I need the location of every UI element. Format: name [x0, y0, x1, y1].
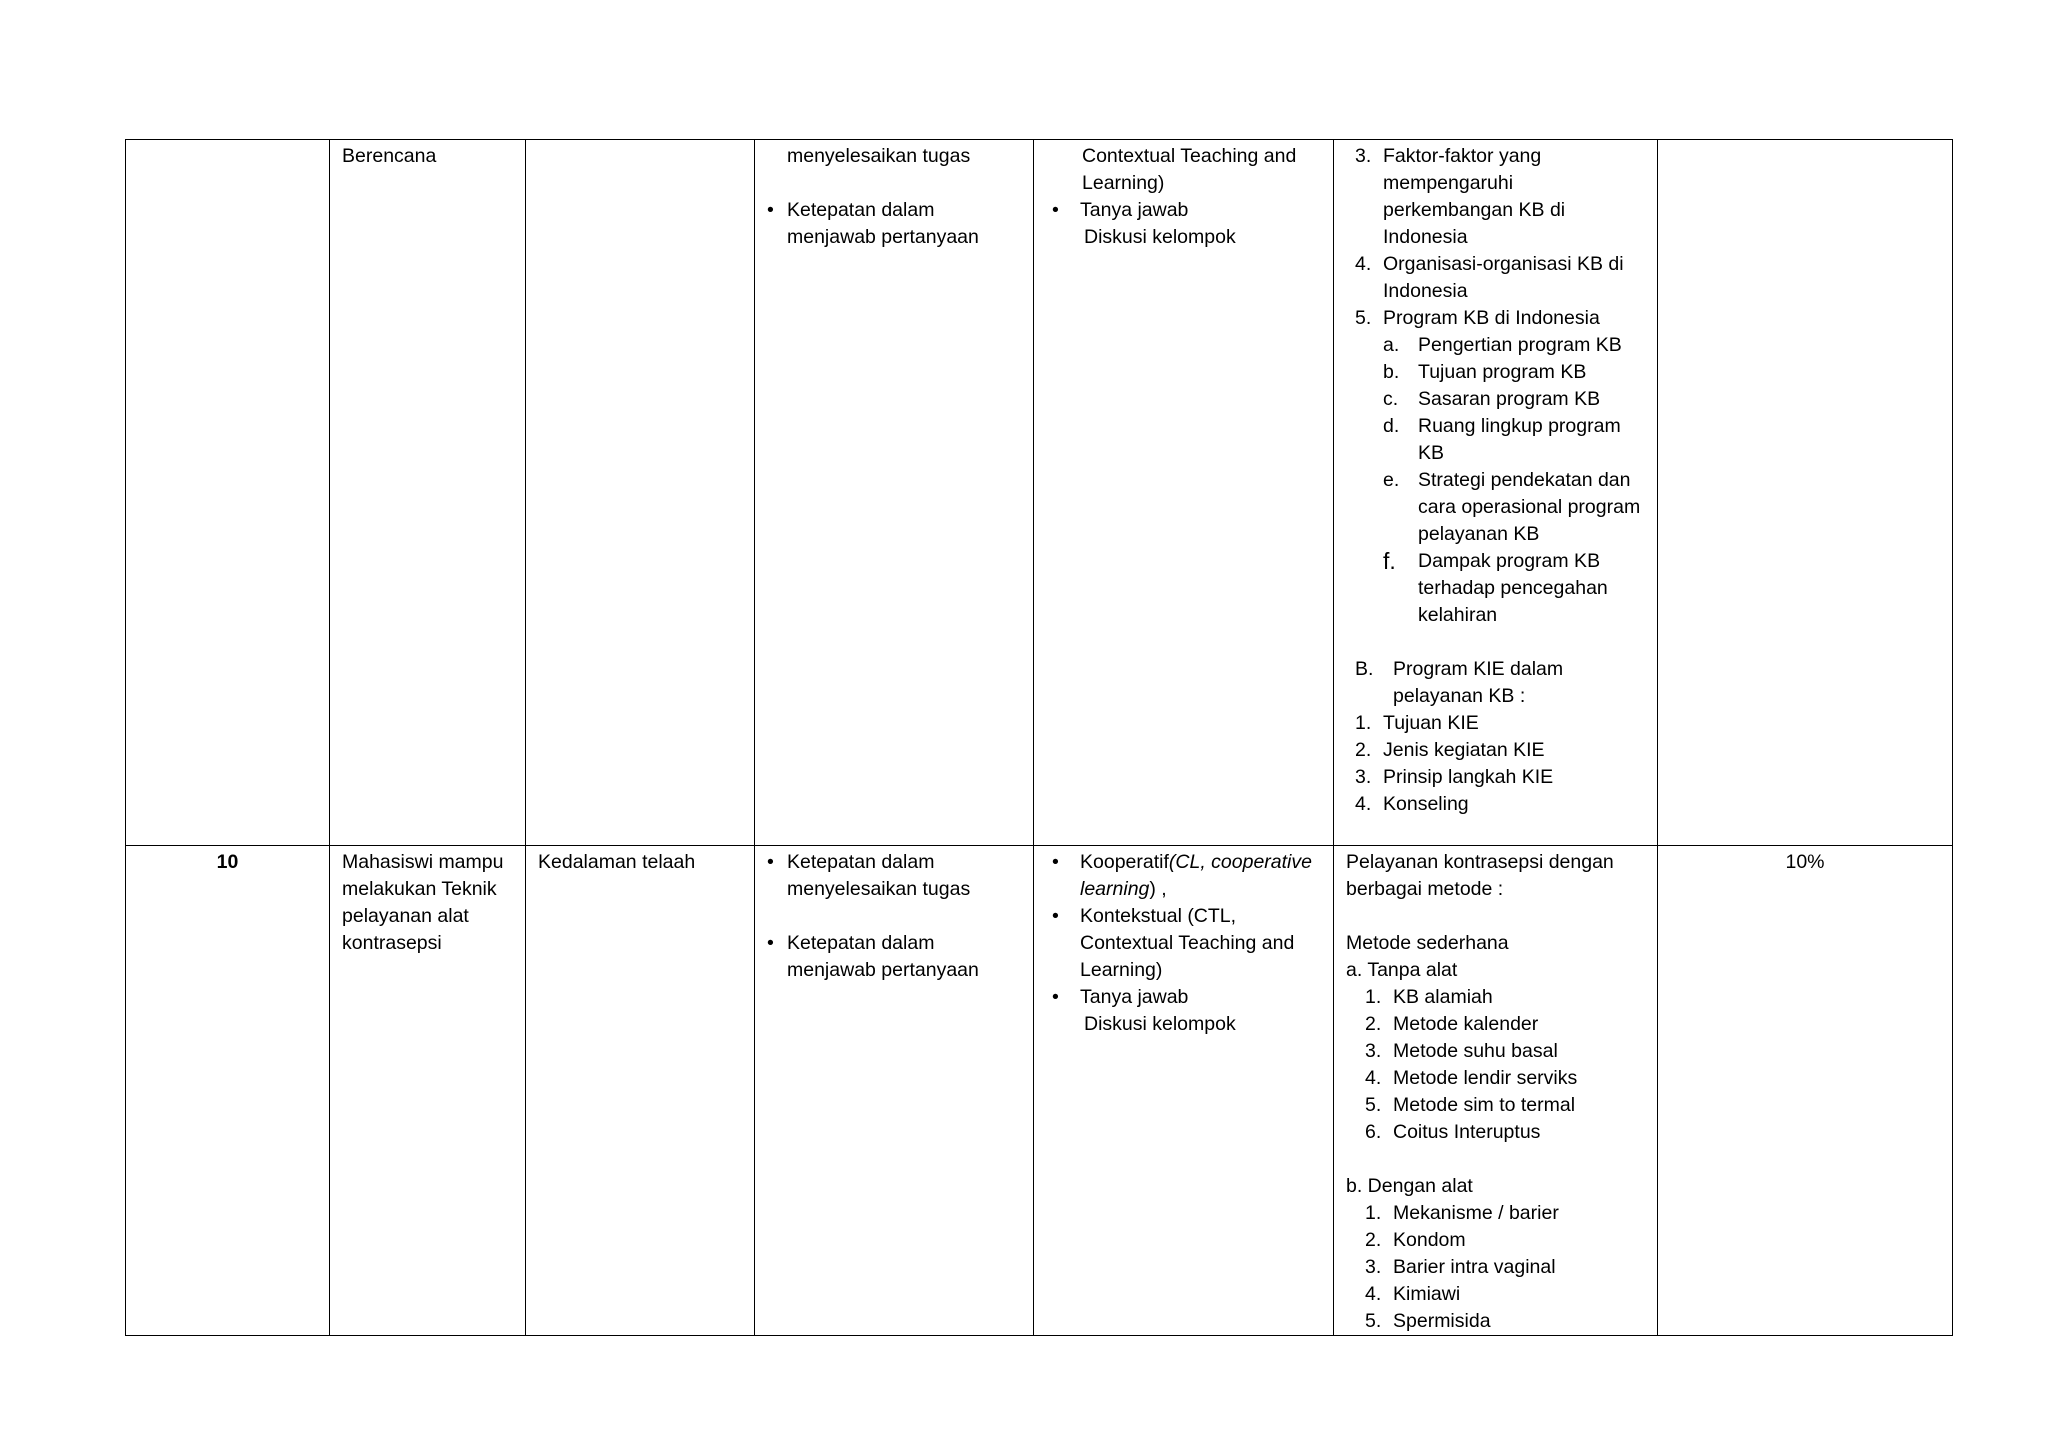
cell-kemampuan: Mahasiswi mampu melakukan Teknik pelayanan alat kontrasepsi — [330, 846, 526, 1336]
metode-continuation: Contextual Teaching and Learning) — [1082, 145, 1297, 194]
cell-kriteria — [755, 140, 1034, 846]
kriteria-list — [765, 197, 1021, 251]
cell-metode — [1034, 140, 1334, 846]
kriteria-list — [765, 849, 1021, 903]
list-item: 2. Metode kalender — [1365, 1013, 1539, 1035]
cell-no: 10 — [126, 846, 330, 1336]
materi-b-list — [1346, 1200, 1645, 1335]
list-item: b. Tujuan program KB — [1383, 361, 1587, 383]
list-item: 4. Konseling — [1355, 793, 1469, 815]
cell-kemampuan: Berencana — [330, 140, 526, 846]
list-item: • Tanya jawab — [1046, 984, 1321, 1011]
list-item: 1. Mekanisme / barier — [1365, 1202, 1559, 1224]
list-item: 3. Metode suhu basal — [1365, 1040, 1558, 1062]
list-item: 6. Coitus Interuptus — [1365, 1121, 1541, 1143]
table-row — [126, 846, 1953, 1336]
section-b-heading: B. Program KIE dalam pelayanan KB : — [1355, 658, 1564, 707]
cell-kriteria — [755, 846, 1034, 1336]
list-item: • Kontekstual (CTL, Contextual Teaching and Learning) — [1046, 903, 1321, 984]
kie-list — [1348, 710, 1645, 818]
kriteria-list — [765, 930, 1021, 984]
cell-metode — [1034, 846, 1334, 1336]
metode-tail: Diskusi kelompok — [1084, 1013, 1236, 1035]
materi-b-title: b. Dengan alat — [1346, 1175, 1473, 1197]
list-item: 5. Spermisida — [1365, 1310, 1491, 1332]
materi-a-list — [1346, 984, 1645, 1146]
list-item: • Ketepatan dalam menjawab pertanyaan — [765, 930, 1021, 984]
list-item: • Ketepatan dalam menjawab pertanyaan — [765, 197, 1021, 251]
list-item: 3. Barier intra vaginal — [1365, 1256, 1556, 1278]
list-item: 4. Organisasi-organisasi KB di Indonesia — [1355, 253, 1624, 302]
list-item: f. Dampak program KB terhadap pencegahan kelahiran — [1383, 548, 1608, 626]
materi-sederhana: Metode sederhana — [1346, 932, 1509, 954]
list-item: 3. Prinsip langkah KIE — [1355, 766, 1554, 788]
metode-list — [1046, 849, 1321, 1011]
list-item: 4. Kimiawi — [1365, 1283, 1461, 1305]
list-item: 4. Metode lendir serviks — [1365, 1067, 1578, 1089]
list-item: c. Sasaran program KB — [1383, 388, 1601, 410]
cell-materi — [1334, 140, 1658, 846]
cell-materi — [1334, 846, 1658, 1336]
list-item: 2. Jenis kegiatan KIE — [1355, 739, 1545, 761]
list-item: 5. Program KB di Indonesia — [1355, 307, 1600, 329]
list-item: 1. Tujuan KIE — [1355, 712, 1479, 734]
rps-table — [125, 139, 1953, 1336]
materi-a-title: a. Tanpa alat — [1346, 959, 1458, 981]
cell-indikator: Kedalaman telaah — [526, 846, 755, 1336]
list-item: 1. KB alamiah — [1365, 986, 1493, 1008]
cell-bobot — [1658, 140, 1953, 846]
list-item: 3. Faktor-faktor yang mempengaruhi perkembangan KB di Indonesia — [1355, 145, 1566, 248]
list-item: a. Pengertian program KB — [1383, 334, 1622, 356]
materi-sublist — [1348, 332, 1645, 629]
cell-no — [126, 140, 330, 846]
list-item: 5. Metode sim to termal — [1365, 1094, 1576, 1116]
list-item: • Ketepatan dalam menyelesaikan tugas — [765, 849, 1021, 903]
cell-bobot: 10% — [1658, 846, 1953, 1336]
materi-intro: Pelayanan kontrasepsi dengan berbagai metode : — [1346, 851, 1614, 900]
list-item: 2. Kondom — [1365, 1229, 1466, 1251]
table-row — [126, 140, 1953, 846]
list-item: e. Strategi pendekatan dan cara operasional program pelayanan KB — [1383, 469, 1641, 545]
metode-tail: Diskusi kelompok — [1084, 226, 1236, 248]
list-item: • Kooperatif(CL, cooperative learning) , — [1046, 849, 1321, 903]
list-item: • Tanya jawab — [1046, 197, 1321, 224]
cell-indikator — [526, 140, 755, 846]
metode-list — [1046, 197, 1321, 224]
kriteria-continuation: menyelesaikan tugas — [787, 145, 971, 167]
materi-list — [1348, 143, 1645, 332]
list-item: d. Ruang lingkup program KB — [1383, 415, 1621, 464]
